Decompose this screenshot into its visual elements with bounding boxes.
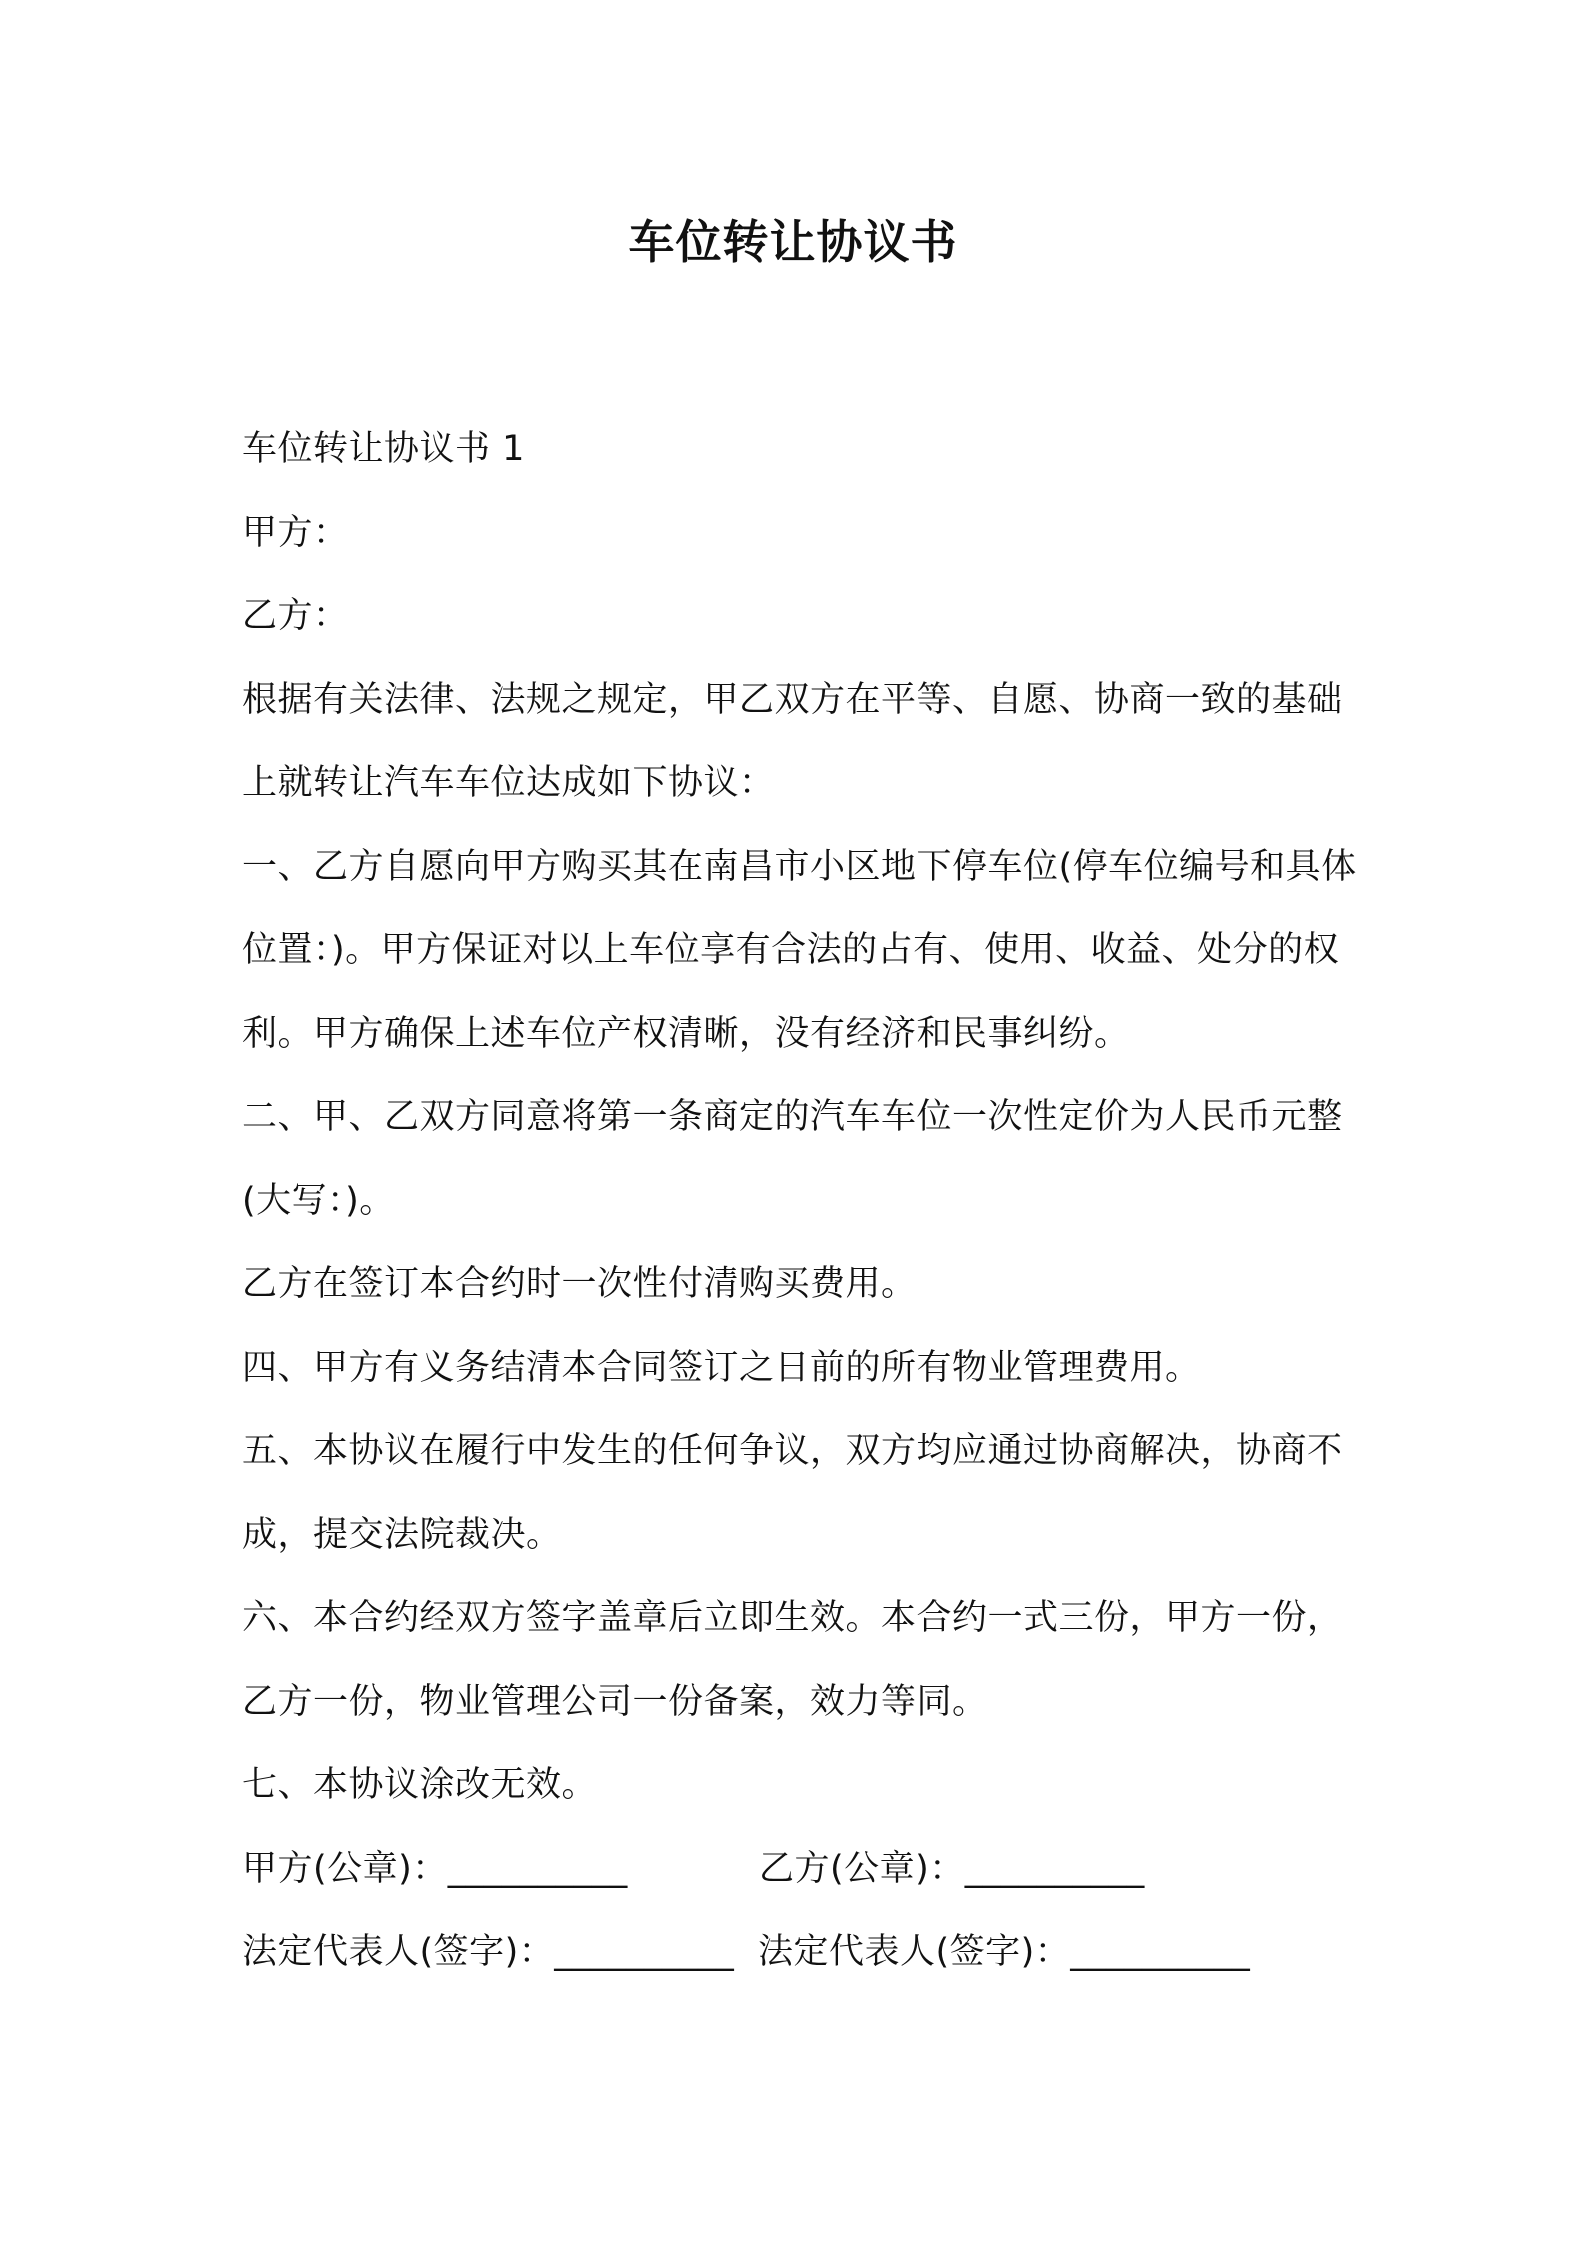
clause-5: 五、本协议在履行中发生的任何争议，双方均应通过协商解决，协商不成，提交法院裁决。 [242,1431,1343,1555]
clause-4: 四、甲方有义务结清本合同签订之日前的所有物业管理费用。 [242,1347,1201,1388]
party-b-representative-field: 法定代表人(签字)：__________ [758,1932,1251,1972]
section-heading: 车位转让协议书 1 [242,429,525,469]
party-b-line: 乙方： [242,596,349,636]
representative-signature-row [242,1911,1362,1995]
party-a-representative-field: 法定代表人(签字)：__________ [242,1932,735,1972]
clause-7: 七、本协议涂改无效。 [242,1765,598,1805]
clause-payment: 乙方在签订本合约时一次性付清购买费用。 [242,1264,917,1304]
document-title: 车位转让协议书 [628,215,958,269]
clause-2: 二、甲、乙双方同意将第一条商定的汽车车位一次性定价为人民币元整(大写：)。 [242,1097,1343,1221]
document-body [242,408,1362,1995]
clause-6: 六、本合约经双方签字盖章后立即生效。本合约一式三份，甲方一份，乙方一份，物业管理公司一份备案，效力等同。 [242,1598,1343,1722]
preamble-paragraph: 根据有关法律、法规之规定，甲乙双方在平等、自愿、协商一致的基础上就转让汽车车位达成如下协议： [242,679,1343,803]
seal-signature-row [242,1828,1362,1912]
party-b-seal-field: 乙方(公章)：__________ [759,1848,1145,1889]
party-a-line: 甲方： [242,512,349,553]
clause-1: 一、乙方自愿向甲方购买其在南昌市小区地下停车位(停车位编号和具体位置：)。甲方保证对以上车位享有合法的占有、使用、收益、处分的权利。甲方确保上述车位产权清晰，没有经济和民事纠纷。 [242,846,1357,1054]
party-a-seal-field: 甲方(公章)：__________ [242,1848,628,1889]
